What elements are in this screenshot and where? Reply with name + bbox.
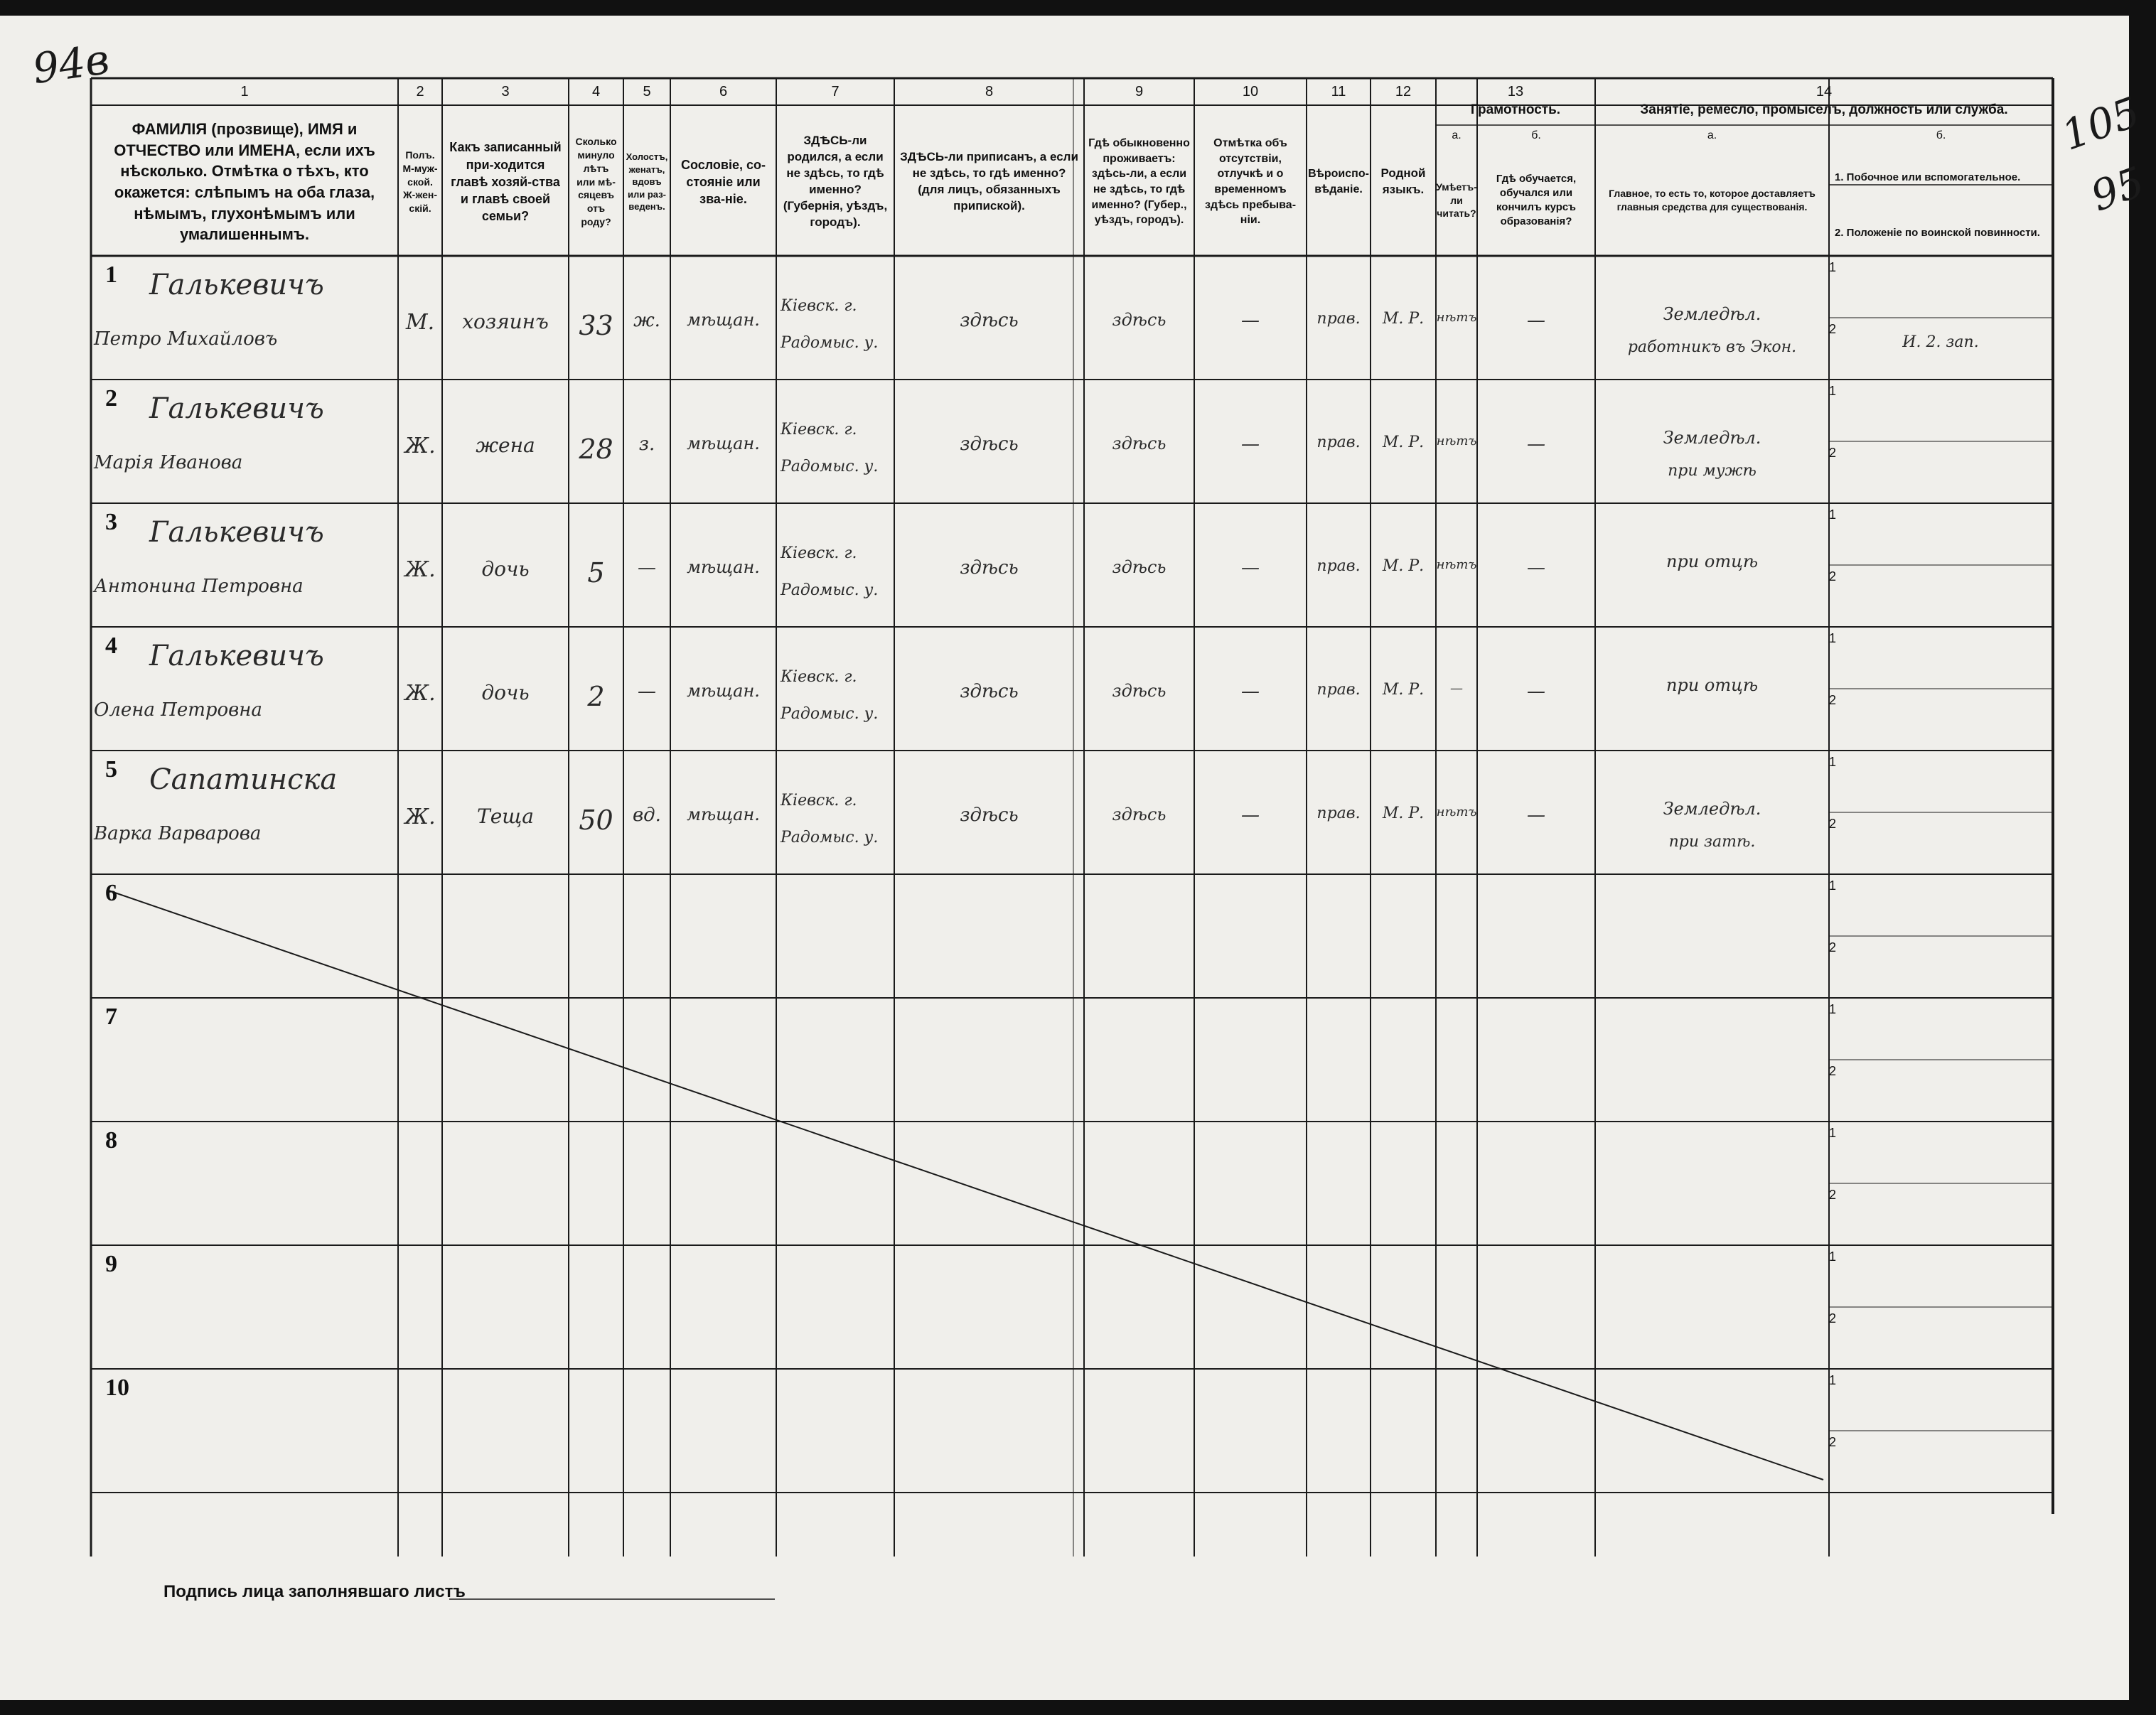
person-surname: Галькевичъ bbox=[149, 269, 324, 301]
sub-col-a-title: Умѣетъ-ли читать? bbox=[1436, 181, 1477, 220]
margin-note-top-right-2: 95 bbox=[2084, 157, 2151, 221]
sub-row-label: 2 bbox=[1829, 1188, 1837, 1202]
sub-row-label: 1 bbox=[1829, 260, 1837, 274]
column-header-5: Холостъ, женатъ, вдовъ или раз-веденъ. bbox=[626, 151, 668, 213]
cell-religion: прав. bbox=[1316, 557, 1361, 575]
column-header-9: Гдѣ обыкновенно проживаетъ: здѣсь-ли, а если не здѣсь, то гдѣ именно? (Губер., уѣздъ, городъ). bbox=[1088, 137, 1190, 227]
cell-education: — bbox=[1527, 681, 1545, 702]
row-number: 1 bbox=[105, 262, 117, 288]
cell-birthplace-province: Кіевск. г. bbox=[781, 544, 857, 562]
cell-resides: здѣсь bbox=[1112, 805, 1167, 824]
column-number: 2 bbox=[416, 84, 424, 100]
cell-language: М. Р. bbox=[1382, 557, 1425, 575]
person-given-name: Марія Иванова bbox=[94, 452, 243, 473]
column-header-6: Сословіе, со-стояніе или зва-ніе. bbox=[680, 157, 766, 207]
sub-row-label: 1 bbox=[1829, 384, 1837, 398]
row-number: 4 bbox=[105, 633, 117, 659]
cell-marital: — bbox=[638, 681, 656, 702]
cell-estate: мѣщан. bbox=[687, 681, 760, 701]
sub-row-label: 1 bbox=[1829, 1002, 1837, 1016]
cell-birthplace-province: Кіевск. г. bbox=[781, 297, 857, 315]
cell-religion: прав. bbox=[1316, 805, 1361, 822]
cell-sex: Ж. bbox=[404, 805, 436, 829]
cell-language: М. Р. bbox=[1382, 310, 1425, 328]
margin-note-top-left: 94в bbox=[29, 34, 112, 94]
person-given-name: Варка Варварова bbox=[94, 823, 262, 844]
cell-language: М. Р. bbox=[1382, 434, 1425, 451]
person-surname: Галькевичъ bbox=[149, 640, 324, 672]
sub-col-b-label: б. bbox=[1936, 129, 1946, 141]
column-number: 6 bbox=[719, 84, 728, 100]
row-number: 9 bbox=[105, 1251, 117, 1277]
cell-absence: — bbox=[1241, 557, 1260, 579]
cell-age: 5 bbox=[587, 557, 605, 588]
cell-military-status: И. 2. зап. bbox=[1902, 333, 1979, 351]
cell-birthplace-province: Кіевск. г. bbox=[781, 668, 857, 686]
cell-sex: Ж. bbox=[404, 681, 436, 706]
cell-estate: мѣщан. bbox=[687, 310, 760, 330]
column-number: 14 bbox=[1816, 84, 1833, 100]
cell-birthplace-district: Радомыс. у. bbox=[781, 458, 879, 475]
cell-marital: вд. bbox=[633, 805, 661, 826]
cell-age: 28 bbox=[579, 434, 613, 465]
cell-birthplace-district: Радомыс. у. bbox=[781, 829, 879, 846]
margin-note-top-right-1: 105 bbox=[2055, 87, 2147, 160]
row-number: 3 bbox=[105, 509, 117, 535]
cell-education: — bbox=[1527, 434, 1545, 455]
sub-row-label: 1 bbox=[1829, 1373, 1837, 1387]
cell-birthplace-province: Кіевск. г. bbox=[781, 792, 857, 810]
sub-row-label: 1 bbox=[1829, 1126, 1837, 1140]
cell-occupation-main-detail: при затѣ. bbox=[1668, 833, 1756, 851]
cell-birthplace-district: Радомыс. у. bbox=[781, 581, 879, 599]
sub-col-b-label: б. bbox=[1531, 129, 1541, 141]
cell-resides: здѣсь bbox=[1112, 310, 1167, 330]
column-header-1: ФАМИЛІЯ (прозвище), ИМЯ и ОТЧЕСТВО или ИМЕНА, если ихъ нѣсколько. Отмѣтка о тѣхъ, кто окажется: слѣпымъ на оба глаза, нѣмымъ, глухонѣмымъ или умалишеннымъ. bbox=[114, 119, 375, 244]
row-number: 7 bbox=[105, 1004, 117, 1030]
cell-religion: прав. bbox=[1316, 681, 1361, 699]
cell-education: — bbox=[1527, 557, 1545, 579]
cell-absence: — bbox=[1241, 310, 1260, 331]
sub-row-label: 2 bbox=[1829, 817, 1837, 831]
cell-birthplace-district: Радомыс. у. bbox=[781, 705, 879, 723]
cell-occupation-main: Земледѣл. bbox=[1663, 799, 1761, 819]
person-given-name: Антонина Петровна bbox=[94, 576, 304, 597]
sub-col-a-label: а. bbox=[1452, 129, 1462, 141]
cell-registered: здѣсь bbox=[960, 434, 1019, 455]
column-number: 1 bbox=[240, 84, 249, 100]
cell-sex: Ж. bbox=[404, 557, 436, 582]
sub-col-b2-title: 2. Положеніе по воинской повинности. bbox=[1835, 227, 2040, 239]
column-header-3: Какъ записанный при-ходится главѣ хозяй-ства и главѣ своей семьи? bbox=[449, 140, 562, 224]
signature-label: Подпись лица заполнявшаго листъ bbox=[163, 1582, 466, 1601]
column-number: 13 bbox=[1507, 84, 1524, 100]
sub-row-label: 2 bbox=[1829, 569, 1837, 584]
cell-birthplace-province: Кіевск. г. bbox=[781, 421, 857, 439]
column-number: 4 bbox=[591, 84, 601, 100]
column-header-2: Полъ. М-муж-ской. Ж-жен-скій. bbox=[402, 149, 438, 215]
sub-row-label: 1 bbox=[1829, 755, 1837, 769]
cell-occupation-main: при отцѣ bbox=[1666, 552, 1759, 571]
cell-occupation-main-detail: работникъ въ Экон. bbox=[1627, 338, 1797, 356]
sub-row-label: 1 bbox=[1829, 878, 1837, 893]
column-number: 12 bbox=[1395, 84, 1412, 100]
column-number: 3 bbox=[501, 84, 510, 100]
cell-marital: — bbox=[638, 557, 656, 579]
column-number: 10 bbox=[1242, 84, 1259, 100]
sub-row-label: 2 bbox=[1829, 1435, 1837, 1449]
cell-religion: прав. bbox=[1316, 310, 1361, 328]
sub-row-label: 1 bbox=[1829, 507, 1837, 522]
cell-sex: М. bbox=[405, 310, 435, 335]
cell-education: — bbox=[1527, 805, 1545, 826]
sub-col-a-title: Главное, то есть то, которое доставляетъ главныя средства для существованія. bbox=[1609, 188, 1816, 213]
row-number: 6 bbox=[105, 880, 117, 906]
row-number: 2 bbox=[105, 385, 117, 412]
sub-row-label: 2 bbox=[1829, 940, 1837, 955]
column-number: 11 bbox=[1331, 84, 1346, 100]
column-header-13: Грамотность. bbox=[1470, 102, 1561, 118]
cell-estate: мѣщан. bbox=[687, 805, 760, 824]
cell-sex: Ж. bbox=[404, 434, 436, 458]
sub-row-label: 2 bbox=[1829, 446, 1837, 460]
sub-row-label: 2 bbox=[1829, 693, 1837, 707]
cell-registered: здѣсь bbox=[960, 805, 1019, 826]
cell-occupation-main: Земледѣл. bbox=[1663, 428, 1761, 448]
cell-absence: — bbox=[1241, 805, 1260, 826]
cell-resides: здѣсь bbox=[1112, 434, 1167, 453]
column-header-14: Занятіе, ремесло, промыселъ, должность или служба. bbox=[1640, 102, 2008, 118]
cell-resides: здѣсь bbox=[1112, 681, 1167, 701]
cell-relation: дочь bbox=[481, 557, 530, 581]
cell-estate: мѣщан. bbox=[687, 434, 760, 453]
column-header-7: ЗДѢСЬ-ли родился, а если не здѣсь, то гдѣ именно? (Губернія, уѣздъ, городъ). bbox=[783, 134, 888, 229]
column-header-10: Отмѣтка объ отсутствіи, отлучкѣ и о временномъ здѣсь пребыва-ніи. bbox=[1204, 137, 1297, 227]
sub-row-label: 2 bbox=[1829, 322, 1837, 336]
cell-birthplace-district: Радомыс. у. bbox=[781, 334, 879, 352]
cell-relation: дочь bbox=[481, 681, 530, 704]
cell-registered: здѣсь bbox=[960, 557, 1019, 579]
cell-literacy: нѣтъ bbox=[1436, 310, 1477, 325]
cell-occupation-main-detail: при мужѣ bbox=[1668, 462, 1757, 480]
cell-relation: Теща bbox=[477, 805, 534, 828]
cell-marital: ж. bbox=[633, 310, 660, 331]
person-surname: Галькевичъ bbox=[149, 392, 324, 425]
cell-language: М. Р. bbox=[1382, 681, 1425, 699]
cell-religion: прав. bbox=[1316, 434, 1361, 451]
cell-age: 33 bbox=[579, 310, 613, 341]
cell-estate: мѣщан. bbox=[687, 557, 760, 577]
cell-age: 2 bbox=[587, 681, 605, 712]
cell-occupation-main: Земледѣл. bbox=[1663, 304, 1761, 324]
row-number: 10 bbox=[105, 1375, 129, 1401]
column-number: 8 bbox=[985, 84, 994, 100]
row-number: 8 bbox=[105, 1127, 117, 1154]
cell-absence: — bbox=[1241, 681, 1260, 702]
column-number: 7 bbox=[831, 84, 840, 100]
cell-marital: з. bbox=[638, 434, 655, 455]
cell-relation: хозяинъ bbox=[462, 310, 549, 333]
cell-registered: здѣсь bbox=[960, 681, 1019, 702]
column-header-11: Вѣроиспо-вѣданіе. bbox=[1308, 168, 1369, 195]
cell-literacy: нѣтъ bbox=[1436, 557, 1477, 572]
sub-col-b-title: Гдѣ обучается, обучался или кончилъ курсъ образованія? bbox=[1496, 172, 1577, 228]
column-header-8: ЗДѢСЬ-ли приписанъ, а если не здѣсь, то гдѣ именно? (для лицъ, обязанныхъ припиской). bbox=[900, 150, 1078, 213]
strike-diagonal bbox=[107, 890, 1823, 1480]
cell-absence: — bbox=[1241, 434, 1260, 455]
cell-literacy: — bbox=[1450, 681, 1463, 696]
cell-language: М. Р. bbox=[1382, 805, 1425, 822]
row-number: 5 bbox=[105, 756, 117, 783]
column-header-12: Родной языкъ. bbox=[1380, 166, 1426, 196]
sub-row-label: 2 bbox=[1829, 1311, 1837, 1326]
person-surname: Сапатинска bbox=[149, 763, 338, 796]
sub-row-label: 1 bbox=[1829, 1249, 1837, 1264]
cell-age: 50 bbox=[579, 805, 613, 836]
cell-education: — bbox=[1527, 310, 1545, 331]
cell-literacy: нѣтъ bbox=[1436, 805, 1477, 819]
cell-literacy: нѣтъ bbox=[1436, 434, 1477, 448]
person-given-name: Олена Петровна bbox=[94, 699, 262, 721]
cell-resides: здѣсь bbox=[1112, 557, 1167, 577]
column-header-4: Сколько минуло лѣтъ или мѣ-сяцевъ отъ роду? bbox=[575, 135, 617, 228]
person-surname: Галькевичъ bbox=[149, 516, 324, 549]
column-number: 9 bbox=[1135, 84, 1144, 100]
sub-col-a-label: а. bbox=[1707, 129, 1717, 141]
sub-row-label: 2 bbox=[1829, 1064, 1837, 1078]
column-number: 5 bbox=[643, 84, 651, 100]
sub-row-label: 1 bbox=[1829, 631, 1837, 645]
cell-registered: здѣсь bbox=[960, 310, 1019, 331]
cell-relation: жена bbox=[476, 434, 535, 457]
person-given-name: Петро Михайловъ bbox=[94, 328, 278, 350]
sub-col-b1-title: 1. Побочное или вспомогательное. bbox=[1835, 171, 2021, 183]
cell-occupation-main: при отцѣ bbox=[1666, 675, 1759, 695]
